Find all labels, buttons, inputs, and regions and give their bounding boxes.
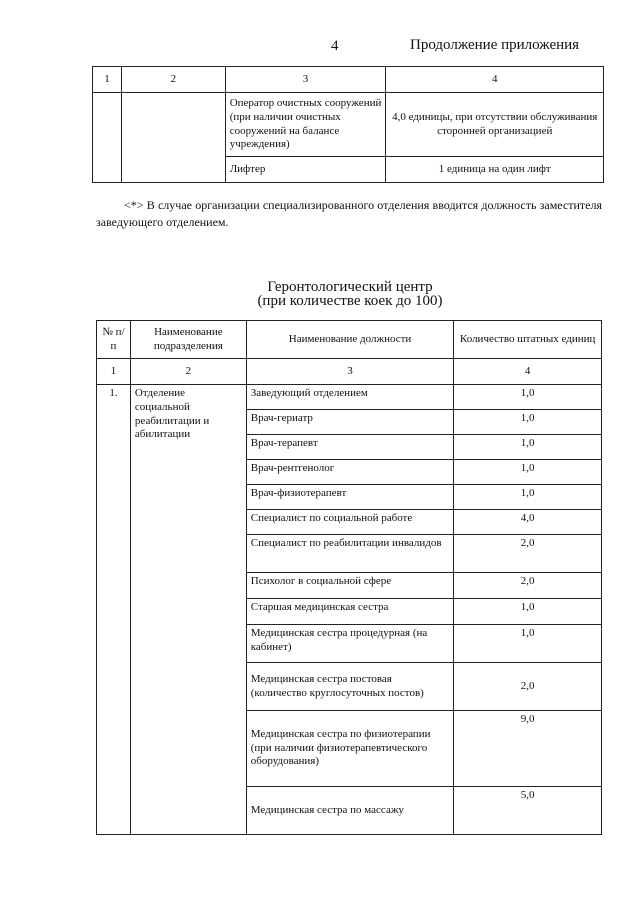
position-cell: Лифтер [225,157,386,183]
count-cell: 2,0 [454,663,602,711]
row-number-cell: 1. [97,385,131,835]
count-cell: 2,0 [454,535,602,573]
continuation-label: Продолжение приложения [410,37,580,53]
position-cell: Медицинская сестра постовая (количество круглосуточных постов) [246,663,454,711]
number-cell [93,93,122,183]
unit-cell [121,93,225,183]
header-cell: 4 [386,67,604,93]
continued-staff-table [92,66,604,183]
column-number-cell: 1 [97,359,131,385]
position-cell: Врач-рентгенолог [246,460,454,485]
position-cell: Врач-физиотерапевт [246,485,454,510]
position-cell: Медицинская сестра процедурная (на кабинет) [246,625,454,663]
position-cell: Специалист по реабилитации инвалидов [246,535,454,573]
header-cell: 3 [225,67,386,93]
section-subtitle: (при количестве коек до 100) [257,293,443,309]
section-title: Геронтологический центр [267,279,433,295]
count-cell: 4,0 единицы, при отсутствии обслуживания сторонней организацией [386,93,604,157]
position-cell: Старшая медицинская сестра [246,599,454,625]
position-cell: Специалист по социальной работе [246,510,454,535]
count-cell: 1,0 [454,435,602,460]
count-cell: 1,0 [454,625,602,663]
count-cell: 4,0 [454,510,602,535]
page-number: 4 [331,38,339,54]
count-cell: 1 единица на один лифт [386,157,604,183]
unit-cell: Отделение социальной реабилитации и абилитации [130,385,246,835]
count-cell: 1,0 [454,460,602,485]
count-cell: 1,0 [454,410,602,435]
position-cell: Оператор очистных сооружений (при наличии очистных сооружений на балансе учреждения) [225,93,386,157]
header-cell: Наименование подразделения [130,321,246,359]
header-cell: Наименование должности [246,321,454,359]
count-cell: 2,0 [454,573,602,599]
position-cell: Психолог в социальной сфере [246,573,454,599]
count-cell: 9,0 [454,711,602,787]
header-cell: Количество штатных единиц [454,321,602,359]
column-number-cell: 4 [454,359,602,385]
gerontology-staff-table [96,320,602,835]
count-cell: 1,0 [454,485,602,510]
position-cell: Заведующий отделением [246,385,454,410]
position-cell: Врач-терапевт [246,435,454,460]
count-cell: 1,0 [454,599,602,625]
position-cell: Врач-гериатр [246,410,454,435]
position-cell: Медицинская сестра по массажу [246,787,454,835]
column-number-cell: 2 [130,359,246,385]
position-cell: Медицинская сестра по физиотерапии (при наличии физиотерапевтического оборудования) [246,711,454,787]
column-number-cell: 3 [246,359,454,385]
header-cell: 1 [93,67,122,93]
count-cell: 5,0 [454,787,602,835]
header-cell: № п/п [97,321,131,359]
footnote: <*> В случае организации специализированного отделения вводится должность заместителя заведующего отделением. [96,198,602,230]
header-cell: 2 [121,67,225,93]
count-cell: 1,0 [454,385,602,410]
